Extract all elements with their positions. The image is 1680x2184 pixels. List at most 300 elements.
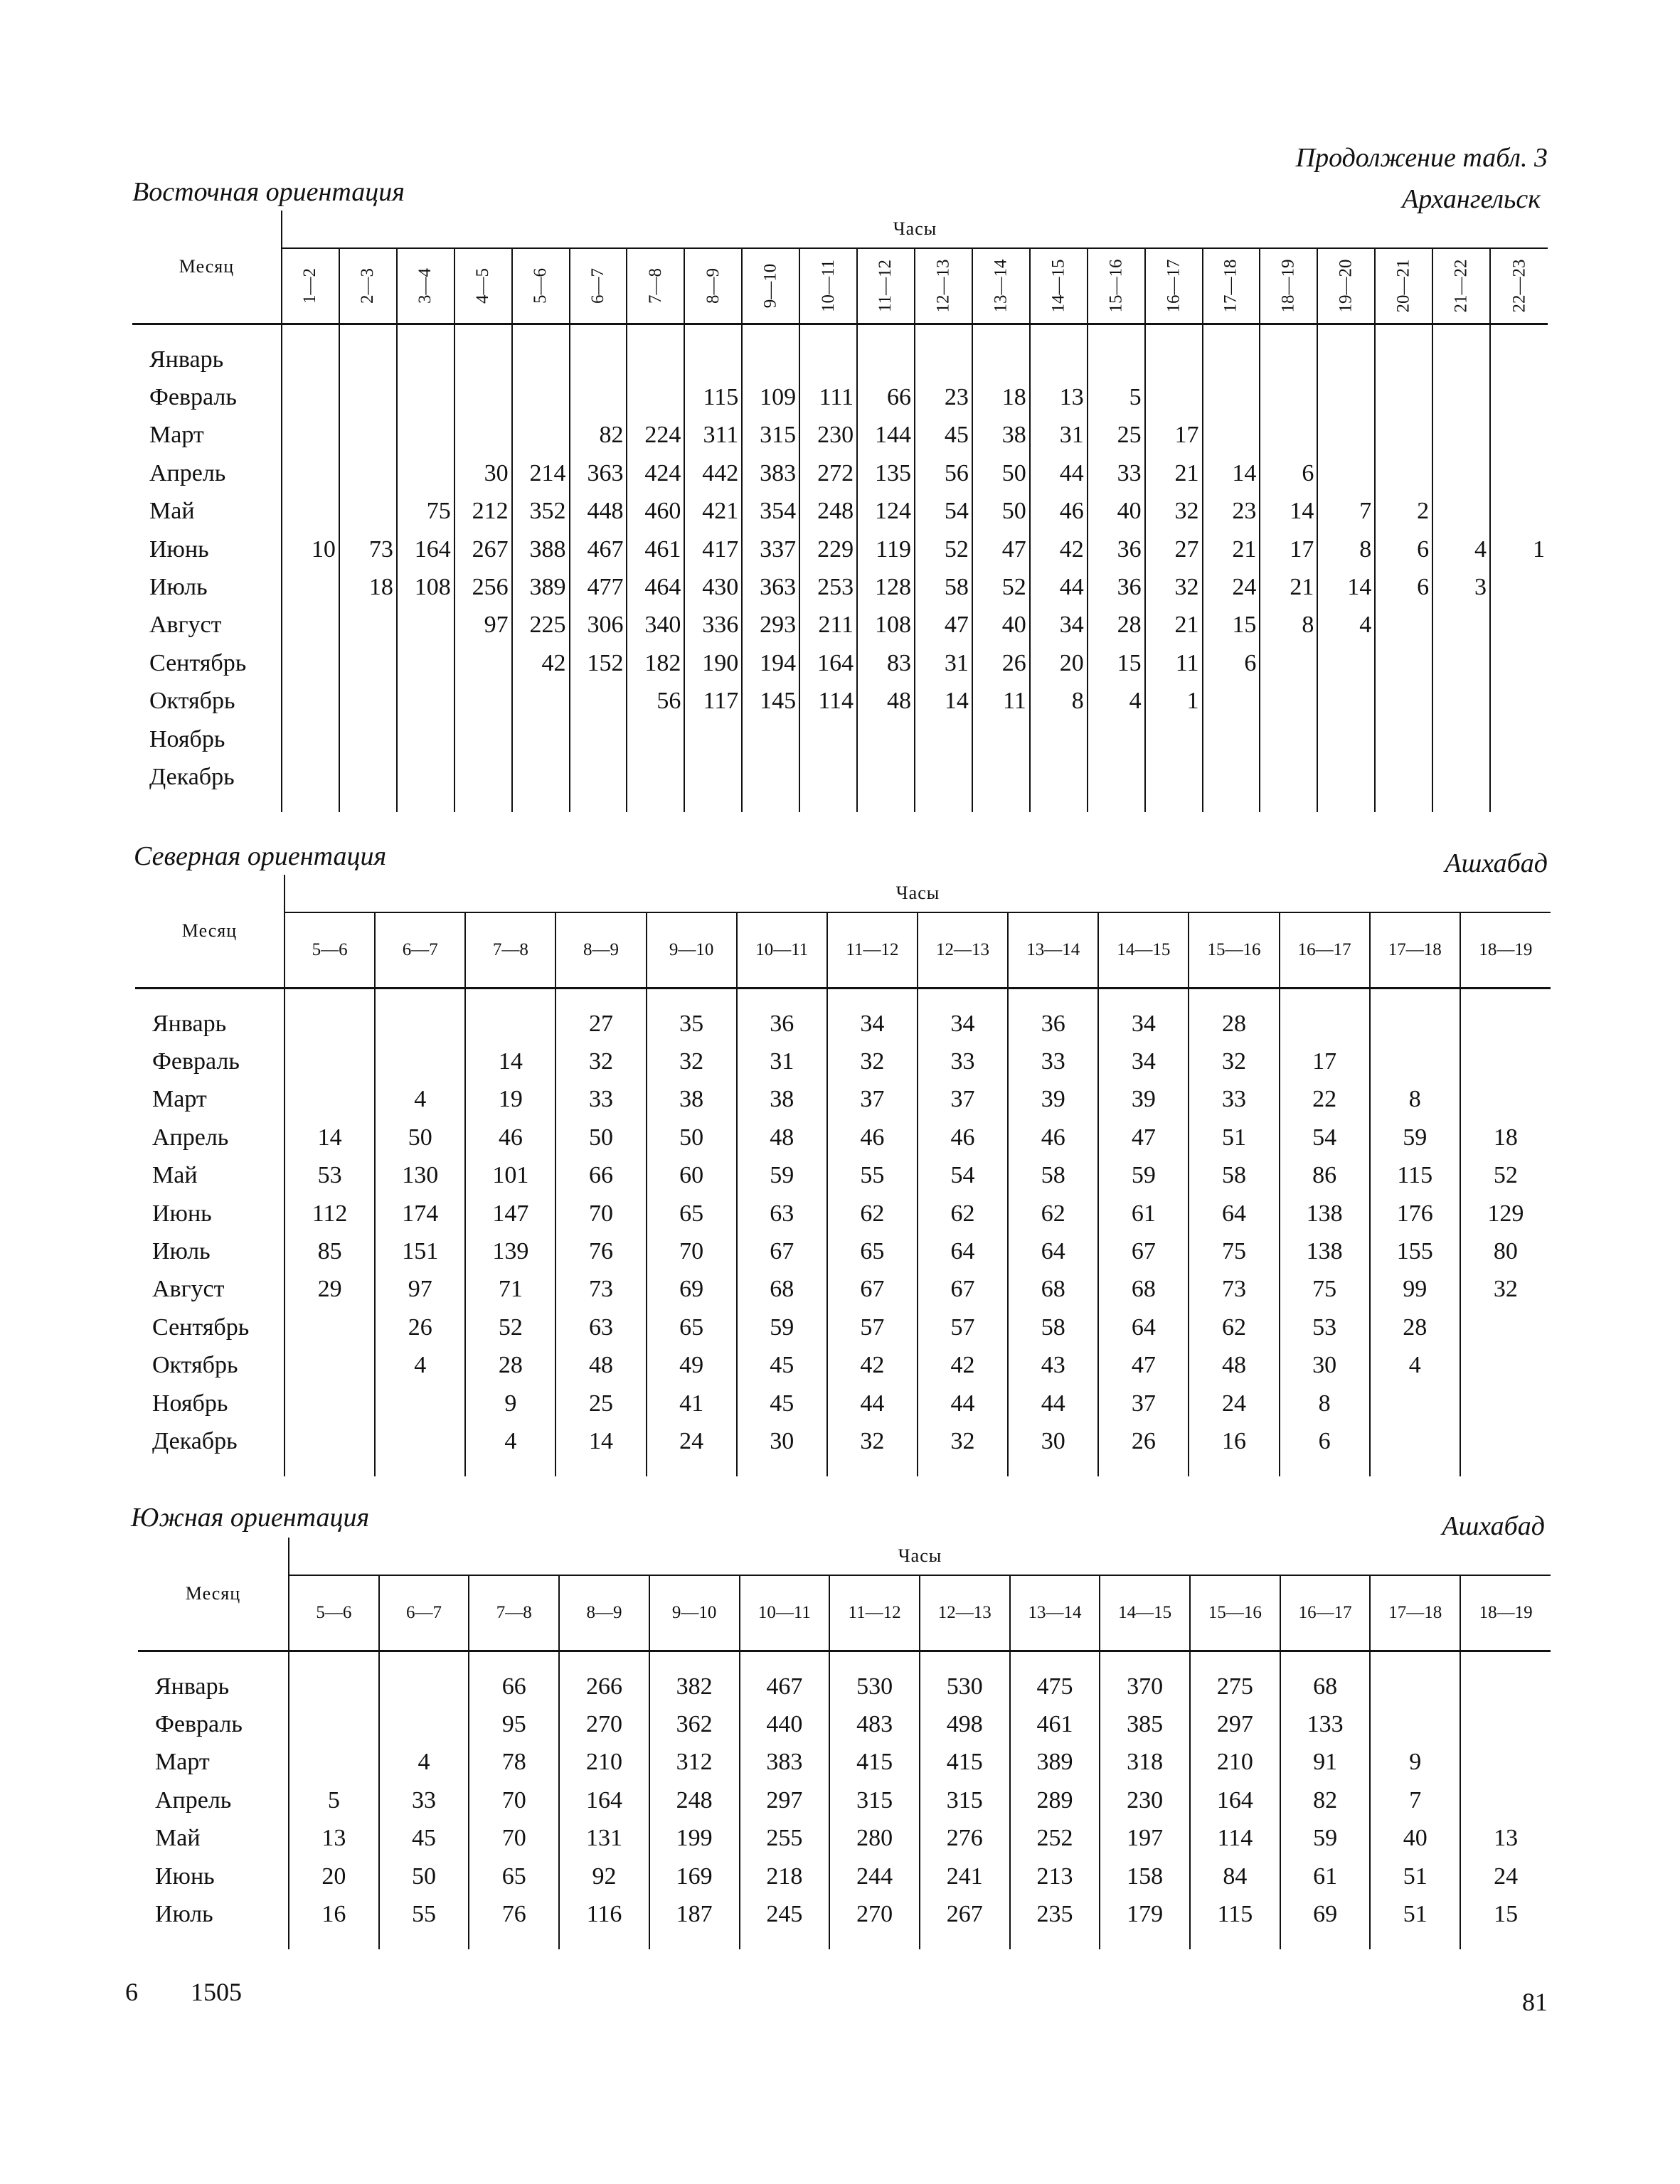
value-cell: 50 bbox=[972, 493, 1030, 531]
value-cell: 13 bbox=[1030, 378, 1088, 416]
hour-column-header: 5—6 bbox=[285, 912, 375, 989]
value-cell bbox=[857, 720, 915, 758]
value-cell bbox=[1260, 720, 1317, 758]
value-cell: 3 bbox=[1432, 568, 1490, 606]
table-row bbox=[132, 454, 1548, 492]
value-cell bbox=[1490, 493, 1548, 531]
table-row bbox=[135, 1347, 1551, 1385]
hour-column-header: 13—14 bbox=[1008, 912, 1098, 989]
value-cell: 71 bbox=[465, 1271, 555, 1309]
value-cell: 14 bbox=[1203, 454, 1260, 492]
month-label: Июль bbox=[135, 1232, 285, 1270]
value-cell: 36 bbox=[1088, 568, 1145, 606]
value-cell: 124 bbox=[857, 493, 915, 531]
value-cell bbox=[684, 720, 742, 758]
value-cell: 32 bbox=[647, 1043, 737, 1080]
value-cell: 69 bbox=[647, 1271, 737, 1309]
value-cell bbox=[339, 758, 397, 796]
value-cell bbox=[1317, 378, 1375, 416]
value-cell bbox=[1030, 341, 1088, 378]
value-cell bbox=[1370, 1422, 1460, 1460]
value-cell: 289 bbox=[1010, 1781, 1100, 1819]
value-cell bbox=[1375, 417, 1432, 454]
value-cell: 30 bbox=[737, 1422, 827, 1460]
value-cell: 4 bbox=[379, 1744, 469, 1781]
table-row bbox=[132, 607, 1548, 644]
value-cell: 9 bbox=[1370, 1744, 1460, 1781]
value-cell: 467 bbox=[740, 1668, 830, 1705]
table-row bbox=[135, 1195, 1551, 1232]
month-label: Июль bbox=[132, 568, 282, 606]
value-cell: 448 bbox=[570, 493, 627, 531]
value-cell bbox=[282, 417, 339, 454]
value-cell: 225 bbox=[512, 607, 570, 644]
value-cell: 75 bbox=[1189, 1232, 1279, 1270]
value-cell bbox=[1490, 607, 1548, 644]
east-orientation-table bbox=[132, 211, 1548, 812]
value-cell: 8 bbox=[1280, 1385, 1370, 1422]
value-cell: 48 bbox=[555, 1347, 646, 1385]
value-cell bbox=[1317, 683, 1375, 720]
value-cell: 73 bbox=[555, 1271, 646, 1309]
hour-column-header: 5—6 bbox=[512, 248, 570, 324]
value-cell bbox=[289, 1668, 379, 1705]
value-cell: 464 bbox=[627, 568, 684, 606]
value-cell: 55 bbox=[379, 1895, 469, 1933]
value-cell: 58 bbox=[1008, 1309, 1098, 1346]
value-cell: 24 bbox=[1189, 1385, 1279, 1422]
value-cell: 97 bbox=[375, 1271, 465, 1309]
value-cell: 312 bbox=[649, 1744, 740, 1781]
value-cell: 415 bbox=[829, 1744, 920, 1781]
value-cell: 467 bbox=[570, 531, 627, 568]
value-cell bbox=[512, 378, 570, 416]
value-cell: 498 bbox=[920, 1705, 1010, 1743]
value-cell: 62 bbox=[1189, 1309, 1279, 1346]
value-cell bbox=[1260, 644, 1317, 682]
month-label: Май bbox=[138, 1820, 289, 1858]
value-cell: 14 bbox=[465, 1043, 555, 1080]
value-cell bbox=[454, 720, 512, 758]
month-label: Декабрь bbox=[135, 1422, 285, 1460]
value-cell bbox=[285, 1081, 375, 1119]
value-cell: 130 bbox=[375, 1157, 465, 1195]
value-cell bbox=[627, 378, 684, 416]
value-cell: 64 bbox=[1008, 1232, 1098, 1270]
value-cell bbox=[454, 417, 512, 454]
value-cell: 42 bbox=[1030, 531, 1088, 568]
hour-column-header: 20—21 bbox=[1375, 248, 1432, 324]
city-label-ashgabat-north: Ашхабад bbox=[1445, 848, 1548, 878]
value-cell: 267 bbox=[454, 531, 512, 568]
month-label: Октябрь bbox=[135, 1347, 285, 1385]
hour-column-header: 18—19 bbox=[1460, 912, 1551, 989]
month-label: Май bbox=[132, 493, 282, 531]
hour-column-header: 8—9 bbox=[555, 912, 646, 989]
value-cell: 84 bbox=[1190, 1858, 1280, 1895]
value-cell: 133 bbox=[1280, 1705, 1371, 1743]
value-cell: 229 bbox=[799, 531, 857, 568]
month-label: Сентябрь bbox=[132, 644, 282, 682]
hour-column-header: 17—18 bbox=[1203, 248, 1260, 324]
value-cell: 115 bbox=[684, 378, 742, 416]
value-cell: 318 bbox=[1100, 1744, 1190, 1781]
value-cell: 182 bbox=[627, 644, 684, 682]
hour-column-header: 16—17 bbox=[1280, 912, 1370, 989]
value-cell: 32 bbox=[555, 1043, 646, 1080]
value-cell bbox=[972, 341, 1030, 378]
value-cell bbox=[1203, 378, 1260, 416]
value-cell: 108 bbox=[857, 607, 915, 644]
value-cell bbox=[454, 644, 512, 682]
value-cell: 36 bbox=[1008, 1005, 1098, 1043]
value-cell bbox=[289, 1705, 379, 1743]
value-cell: 95 bbox=[469, 1705, 559, 1743]
hour-column-header: 16—17 bbox=[1145, 248, 1203, 324]
value-cell: 337 bbox=[742, 531, 799, 568]
value-cell: 336 bbox=[684, 607, 742, 644]
page-number: 81 bbox=[1522, 1988, 1548, 2016]
value-cell: 6 bbox=[1375, 531, 1432, 568]
value-cell: 128 bbox=[857, 568, 915, 606]
value-cell: 475 bbox=[1010, 1668, 1100, 1705]
value-cell: 114 bbox=[799, 683, 857, 720]
value-cell: 58 bbox=[915, 568, 972, 606]
table-row bbox=[132, 493, 1548, 531]
value-cell bbox=[1088, 720, 1145, 758]
value-cell bbox=[465, 1005, 555, 1043]
value-cell: 253 bbox=[799, 568, 857, 606]
value-cell: 20 bbox=[1030, 644, 1088, 682]
value-cell: 179 bbox=[1100, 1895, 1190, 1933]
value-cell: 44 bbox=[1030, 454, 1088, 492]
value-cell: 73 bbox=[339, 531, 397, 568]
value-cell: 58 bbox=[1189, 1157, 1279, 1195]
value-cell: 293 bbox=[742, 607, 799, 644]
table-row bbox=[135, 1385, 1551, 1422]
value-cell: 131 bbox=[559, 1820, 649, 1858]
value-cell: 111 bbox=[799, 378, 857, 416]
value-cell: 30 bbox=[1280, 1347, 1370, 1385]
value-cell bbox=[1490, 568, 1548, 606]
value-cell: 442 bbox=[684, 454, 742, 492]
value-cell bbox=[1490, 417, 1548, 454]
value-cell: 190 bbox=[684, 644, 742, 682]
value-cell: 28 bbox=[1088, 607, 1145, 644]
hour-column-header: 14—15 bbox=[1098, 912, 1189, 989]
value-cell: 32 bbox=[1145, 493, 1203, 531]
table-row bbox=[135, 1232, 1551, 1270]
value-cell bbox=[627, 720, 684, 758]
value-cell: 26 bbox=[375, 1309, 465, 1346]
value-cell: 21 bbox=[1260, 568, 1317, 606]
value-cell: 311 bbox=[684, 417, 742, 454]
hour-column-header: 15—16 bbox=[1189, 912, 1279, 989]
value-cell bbox=[1375, 378, 1432, 416]
value-cell bbox=[915, 341, 972, 378]
value-cell bbox=[570, 683, 627, 720]
hour-column-header: 9—10 bbox=[742, 248, 799, 324]
value-cell bbox=[1460, 1385, 1551, 1422]
value-cell: 11 bbox=[1145, 644, 1203, 682]
value-cell: 47 bbox=[1098, 1347, 1189, 1385]
value-cell: 174 bbox=[375, 1195, 465, 1232]
hour-column-header: 22—23 bbox=[1490, 248, 1548, 324]
month-column-header: Месяц bbox=[135, 875, 285, 989]
value-cell: 17 bbox=[1260, 531, 1317, 568]
month-label: Май bbox=[135, 1157, 285, 1195]
value-cell bbox=[1432, 758, 1490, 796]
value-cell: 370 bbox=[1100, 1668, 1190, 1705]
value-cell: 114 bbox=[1190, 1820, 1280, 1858]
value-cell: 76 bbox=[555, 1232, 646, 1270]
value-cell: 235 bbox=[1010, 1895, 1100, 1933]
value-cell: 67 bbox=[737, 1232, 827, 1270]
value-cell: 24 bbox=[1203, 568, 1260, 606]
value-cell: 67 bbox=[1098, 1232, 1189, 1270]
value-cell bbox=[1460, 1781, 1551, 1819]
value-cell: 135 bbox=[857, 454, 915, 492]
value-cell: 34 bbox=[918, 1005, 1008, 1043]
value-cell bbox=[1145, 758, 1203, 796]
value-cell bbox=[282, 454, 339, 492]
value-cell bbox=[1260, 378, 1317, 416]
table-row bbox=[135, 1309, 1551, 1346]
north-orientation-table bbox=[135, 875, 1551, 1476]
value-cell: 388 bbox=[512, 531, 570, 568]
value-cell bbox=[1370, 1005, 1460, 1043]
table-row bbox=[132, 341, 1548, 378]
hour-column-header: 10—11 bbox=[740, 1575, 830, 1651]
value-cell bbox=[1317, 341, 1375, 378]
table-row bbox=[135, 1422, 1551, 1460]
value-cell: 59 bbox=[737, 1157, 827, 1195]
value-cell: 31 bbox=[737, 1043, 827, 1080]
value-cell: 75 bbox=[1280, 1271, 1370, 1309]
value-cell: 530 bbox=[829, 1668, 920, 1705]
value-cell: 461 bbox=[627, 531, 684, 568]
value-cell: 33 bbox=[918, 1043, 1008, 1080]
value-cell bbox=[1490, 341, 1548, 378]
value-cell: 117 bbox=[684, 683, 742, 720]
value-cell bbox=[742, 341, 799, 378]
month-column-header: Месяц bbox=[138, 1538, 289, 1651]
value-cell: 109 bbox=[742, 378, 799, 416]
value-cell: 82 bbox=[570, 417, 627, 454]
hour-column-header: 18—19 bbox=[1460, 1575, 1551, 1651]
value-cell bbox=[857, 341, 915, 378]
value-cell: 415 bbox=[920, 1744, 1010, 1781]
value-cell: 6 bbox=[1375, 568, 1432, 606]
value-cell: 24 bbox=[647, 1422, 737, 1460]
table-row bbox=[132, 720, 1548, 758]
table-row bbox=[132, 644, 1548, 682]
value-cell bbox=[1460, 1422, 1551, 1460]
value-cell: 252 bbox=[1010, 1820, 1100, 1858]
value-cell: 58 bbox=[1008, 1157, 1098, 1195]
value-cell: 39 bbox=[1008, 1081, 1098, 1119]
value-cell bbox=[1460, 1705, 1551, 1743]
value-cell: 169 bbox=[649, 1858, 740, 1895]
hour-column-header: 11—12 bbox=[829, 1575, 920, 1651]
value-cell bbox=[1260, 683, 1317, 720]
value-cell bbox=[915, 758, 972, 796]
value-cell bbox=[1490, 683, 1548, 720]
value-cell: 52 bbox=[1493, 1162, 1518, 1189]
value-cell: 199 bbox=[649, 1820, 740, 1858]
value-cell bbox=[339, 607, 397, 644]
value-cell bbox=[1370, 1385, 1460, 1422]
value-cell: 38 bbox=[647, 1081, 737, 1119]
value-cell: 383 bbox=[742, 454, 799, 492]
hour-column-header: 9—10 bbox=[649, 1575, 740, 1651]
value-cell: 50 bbox=[379, 1858, 469, 1895]
table-row bbox=[135, 1271, 1551, 1309]
value-cell bbox=[570, 720, 627, 758]
value-cell: 78 bbox=[469, 1744, 559, 1781]
hour-column-header: 18—19 bbox=[1260, 248, 1317, 324]
value-cell bbox=[799, 720, 857, 758]
value-cell bbox=[1432, 454, 1490, 492]
value-cell bbox=[1260, 758, 1317, 796]
value-cell bbox=[1432, 607, 1490, 644]
hour-column-header: 17—18 bbox=[1370, 1575, 1460, 1651]
hour-column-header: 5—6 bbox=[289, 1575, 379, 1651]
value-cell: 64 bbox=[1098, 1309, 1189, 1346]
hour-column-header: 16—17 bbox=[1280, 1575, 1371, 1651]
value-cell: 50 bbox=[375, 1119, 465, 1156]
value-cell: 38 bbox=[737, 1081, 827, 1119]
month-label: Июнь bbox=[132, 531, 282, 568]
hour-column-header: 13—14 bbox=[1010, 1575, 1100, 1651]
value-cell: 4 bbox=[1317, 607, 1375, 644]
value-cell bbox=[1490, 758, 1548, 796]
value-cell: 115 bbox=[1190, 1895, 1280, 1933]
value-cell bbox=[1432, 683, 1490, 720]
value-cell: 22 bbox=[1280, 1081, 1370, 1119]
value-cell bbox=[282, 341, 339, 378]
value-cell: 68 bbox=[737, 1271, 827, 1309]
value-cell: 460 bbox=[627, 493, 684, 531]
south-orientation-table bbox=[138, 1538, 1551, 1949]
value-cell bbox=[397, 758, 454, 796]
value-cell bbox=[1030, 720, 1088, 758]
value-cell: 80 bbox=[1493, 1238, 1518, 1265]
value-cell: 108 bbox=[397, 568, 454, 606]
table-row bbox=[138, 1668, 1551, 1705]
table-row bbox=[132, 531, 1548, 568]
value-cell bbox=[1203, 683, 1260, 720]
value-cell: 230 bbox=[1100, 1781, 1190, 1819]
value-cell bbox=[339, 454, 397, 492]
value-cell: 255 bbox=[740, 1820, 830, 1858]
value-cell: 32 bbox=[1493, 1276, 1518, 1303]
value-cell bbox=[1460, 1744, 1551, 1781]
month-label: Январь bbox=[138, 1668, 289, 1705]
value-cell: 8 bbox=[1260, 607, 1317, 644]
value-cell bbox=[397, 378, 454, 416]
value-cell: 15 bbox=[1203, 607, 1260, 644]
hour-column-header: 15—16 bbox=[1190, 1575, 1280, 1651]
month-label: Октябрь bbox=[132, 683, 282, 720]
value-cell bbox=[375, 1385, 465, 1422]
value-cell: 147 bbox=[465, 1195, 555, 1232]
value-cell: 139 bbox=[465, 1232, 555, 1270]
value-cell: 33 bbox=[379, 1781, 469, 1819]
value-cell: 44 bbox=[1030, 568, 1088, 606]
value-cell: 36 bbox=[1088, 531, 1145, 568]
value-cell: 60 bbox=[647, 1157, 737, 1195]
value-cell bbox=[1145, 378, 1203, 416]
value-cell bbox=[1370, 1043, 1460, 1080]
value-cell: 37 bbox=[918, 1081, 1008, 1119]
value-cell: 57 bbox=[827, 1309, 918, 1346]
orientation-title-east: Восточная ориентация bbox=[132, 177, 405, 207]
value-cell bbox=[627, 758, 684, 796]
value-cell bbox=[857, 758, 915, 796]
value-cell bbox=[512, 417, 570, 454]
value-cell bbox=[339, 720, 397, 758]
value-cell bbox=[379, 1705, 469, 1743]
value-cell bbox=[1317, 454, 1375, 492]
value-cell bbox=[1375, 607, 1432, 644]
value-cell bbox=[742, 720, 799, 758]
value-cell bbox=[684, 758, 742, 796]
hour-column-header: 14—15 bbox=[1030, 248, 1088, 324]
value-cell: 213 bbox=[1010, 1858, 1100, 1895]
value-cell bbox=[1490, 720, 1548, 758]
value-cell: 73 bbox=[1189, 1271, 1279, 1309]
month-label: Апрель bbox=[135, 1119, 285, 1156]
value-cell: 6 bbox=[1203, 644, 1260, 682]
hour-column-header: 3—4 bbox=[397, 248, 454, 324]
value-cell: 18 bbox=[1493, 1124, 1518, 1151]
value-cell bbox=[972, 720, 1030, 758]
value-cell: 27 bbox=[555, 1005, 646, 1043]
hours-group-header: Часы bbox=[289, 1538, 1551, 1575]
value-cell: 40 bbox=[1088, 493, 1145, 531]
footer-left-number: 6 bbox=[125, 1978, 138, 2006]
value-cell: 389 bbox=[512, 568, 570, 606]
value-cell: 211 bbox=[799, 607, 857, 644]
table-row bbox=[138, 1895, 1551, 1933]
table-row bbox=[138, 1820, 1551, 1858]
month-label: Март bbox=[135, 1081, 285, 1119]
value-cell: 46 bbox=[827, 1119, 918, 1156]
value-cell: 363 bbox=[570, 454, 627, 492]
value-cell: 34 bbox=[1030, 607, 1088, 644]
value-cell: 275 bbox=[1190, 1668, 1280, 1705]
value-cell: 99 bbox=[1370, 1271, 1460, 1309]
value-cell: 424 bbox=[627, 454, 684, 492]
value-cell: 33 bbox=[555, 1081, 646, 1119]
value-cell: 56 bbox=[915, 454, 972, 492]
value-cell: 430 bbox=[684, 568, 742, 606]
value-cell: 210 bbox=[559, 1744, 649, 1781]
value-cell: 214 bbox=[512, 454, 570, 492]
value-cell: 45 bbox=[737, 1347, 827, 1385]
value-cell bbox=[742, 758, 799, 796]
value-cell bbox=[339, 378, 397, 416]
value-cell: 48 bbox=[737, 1119, 827, 1156]
value-cell: 54 bbox=[1280, 1119, 1370, 1156]
value-cell bbox=[512, 758, 570, 796]
table-row bbox=[138, 1781, 1551, 1819]
value-cell: 75 bbox=[397, 493, 454, 531]
value-cell bbox=[1370, 1705, 1460, 1743]
value-cell: 37 bbox=[827, 1081, 918, 1119]
value-cell: 26 bbox=[1098, 1422, 1189, 1460]
